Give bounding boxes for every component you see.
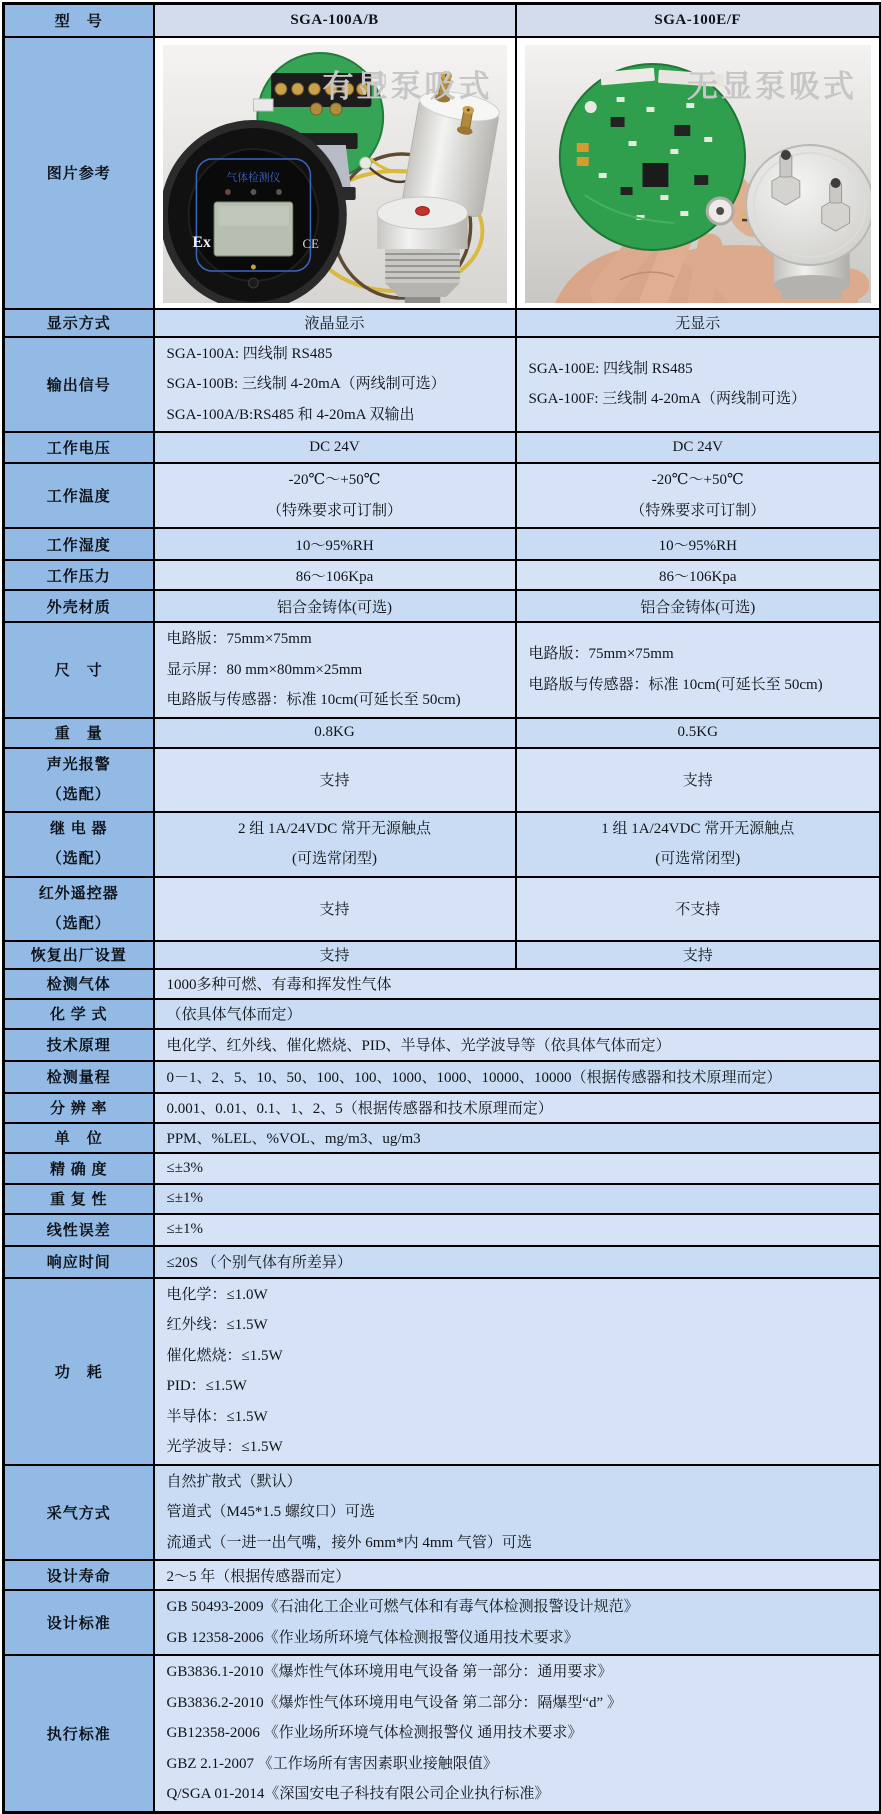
spec-line: -20℃～+50℃ <box>651 472 744 488</box>
spec-line: SGA-100E: 四线制 RS485 <box>528 360 693 377</box>
value-ab <box>154 337 516 433</box>
spec-line: （特殊要求可订制） <box>266 502 402 519</box>
value-span: PPM、%LEL、%VOL、mg/m3、ug/m3 <box>154 1123 881 1153</box>
gauge-ex-mark: Ex <box>191 233 211 251</box>
row-label: 检测气体 <box>4 969 154 999</box>
row-label: 显示方式 <box>4 309 154 337</box>
row-detected-gases <box>4 969 881 999</box>
spec-line: 电路版与传感器：标准 10cm(可延长至 50cm) <box>528 676 823 693</box>
value-span: ≤±3% <box>154 1153 881 1184</box>
value-span: ≤±1% <box>154 1184 881 1214</box>
value-ef <box>516 463 881 528</box>
row-label: 重 复 性 <box>4 1184 154 1214</box>
model-header-label: 型 号 <box>4 4 154 37</box>
row-sampling-method <box>4 1465 881 1561</box>
row-display-mode <box>4 309 881 337</box>
value-ef: 10～95%RH <box>516 528 881 560</box>
value-ef <box>516 622 881 718</box>
spec-line: 自然扩散式（默认） <box>166 1473 302 1490</box>
spec-line: SGA-100A/B:RS485 和 4-20mA 双输出 <box>166 406 415 423</box>
photo-row <box>4 37 881 309</box>
value-span: ≤20S （个别气体有所差异） <box>154 1246 881 1278</box>
value-span <box>154 1278 881 1465</box>
value-ef: 支持 <box>516 941 881 969</box>
row-label: 线性误差 <box>4 1214 154 1246</box>
gauge-ce-mark: CE <box>302 236 319 251</box>
spec-line: -20℃～+50℃ <box>288 472 381 488</box>
row-label <box>4 812 154 877</box>
row-label: 精 确 度 <box>4 1153 154 1184</box>
value-ab: 液晶显示 <box>154 309 516 337</box>
row-weight <box>4 718 881 748</box>
model-ab-header: SGA-100A/B <box>154 4 516 37</box>
value-ef <box>516 812 881 877</box>
row-label: 尺 寸 <box>4 622 154 718</box>
row-housing <box>4 590 881 622</box>
row-dimensions <box>4 622 881 718</box>
spec-line: 红外线：≤1.5W <box>166 1317 268 1333</box>
spec-line: 电路版与传感器：标准 10cm(可延长至 50cm) <box>166 692 461 708</box>
value-ab <box>154 812 516 877</box>
spec-line: GB3836.1-2010《爆炸性气体环境用电气设备 第一部分：通用要求》 <box>166 1664 613 1680</box>
value-ef: 0.5KG <box>516 718 881 748</box>
row-accuracy <box>4 1153 881 1184</box>
row-label-line: （选配） <box>46 851 111 867</box>
spec-line: GB 12358-2006《作业场所环境气体检测报警仪通用技术要求》 <box>166 1629 579 1646</box>
product-photo-sga100ab <box>163 45 507 303</box>
row-label: 技术原理 <box>4 1029 154 1061</box>
value-ab: 支持 <box>154 877 516 941</box>
value-ef: 86～106Kpa <box>516 560 881 590</box>
value-span: 2～5 年（根据传感器而定） <box>154 1560 881 1590</box>
row-label: 外壳材质 <box>4 590 154 622</box>
row-label-line: 红外遥控器 <box>38 885 119 902</box>
row-relay <box>4 812 881 877</box>
row-ir-remote <box>4 877 881 941</box>
row-label: 分 辨 率 <box>4 1093 154 1123</box>
spec-line: 光学波导：≤1.5W <box>166 1439 283 1455</box>
spec-line: Q/SGA 01-2014《深国安电子科技有限公司企业执行标准》 <box>166 1786 550 1802</box>
spec-line: 半导体：≤1.5W <box>166 1408 268 1425</box>
spec-line: GBZ 2.1-2007 《工作场所有害因素职业接触限值》 <box>166 1755 498 1772</box>
value-ab: 支持 <box>154 941 516 969</box>
spec-line: 电路版：75mm×75mm <box>528 646 674 663</box>
spec-line: SGA-100F: 三线制 4-20mA（两线制可选） <box>528 391 807 408</box>
row-label-line: （选配） <box>46 786 111 803</box>
row-label: 执行标准 <box>4 1655 154 1812</box>
row-label: 设计标准 <box>4 1590 154 1655</box>
row-power-consumption <box>4 1278 881 1465</box>
row-label: 设计寿命 <box>4 1560 154 1590</box>
value-ab <box>154 463 516 528</box>
model-ef-header: SGA-100E/F <box>516 4 881 37</box>
value-span: 1000多种可燃、有毒和挥发性气体 <box>154 969 881 999</box>
row-design-life <box>4 1560 881 1590</box>
row-label: 采气方式 <box>4 1465 154 1561</box>
row-label: 工作压力 <box>4 560 154 590</box>
row-design-standards <box>4 1590 881 1655</box>
model-header-row <box>4 4 881 37</box>
value-ab: 支持 <box>154 748 516 812</box>
value-ab: 0.8KG <box>154 718 516 748</box>
spec-line: PID：≤1.5W <box>166 1378 247 1394</box>
value-span <box>154 1655 881 1812</box>
row-principle <box>4 1029 881 1061</box>
row-av-alarm <box>4 748 881 812</box>
row-linearity <box>4 1214 881 1246</box>
row-resolution <box>4 1093 881 1123</box>
row-label <box>4 877 154 941</box>
row-label-line: 继 电 器 <box>49 821 108 837</box>
row-label: 检测量程 <box>4 1061 154 1093</box>
value-span <box>154 1590 881 1655</box>
row-label: 重 量 <box>4 718 154 748</box>
row-label-line: 声光报警 <box>46 756 111 773</box>
photo-row-label: 图片参考 <box>4 37 154 309</box>
row-label: 工作湿度 <box>4 528 154 560</box>
spec-line: 电路版：75mm×75mm <box>166 631 312 647</box>
gauge-illustration <box>163 124 342 303</box>
row-label: 单 位 <box>4 1123 154 1153</box>
sensor-illustration <box>377 197 467 303</box>
row-label: 恢复出厂设置 <box>4 941 154 969</box>
row-humidity <box>4 528 881 560</box>
row-response-time <box>4 1246 881 1278</box>
spec-line: GB 50493-2009《石油化工企业可燃气体和有毒气体检测报警设计规范》 <box>166 1599 639 1615</box>
value-span: 电化学、红外线、催化燃烧、PID、半导体、光学波导等（依具体气体而定） <box>154 1029 881 1061</box>
value-span: 0.001、0.01、0.1、1、2、5（根据传感器和技术原理而定） <box>154 1093 881 1123</box>
value-ab: 86～106Kpa <box>154 560 516 590</box>
row-label: 功 耗 <box>4 1278 154 1465</box>
value-ef: 不支持 <box>516 877 881 941</box>
spec-line: （特殊要求可订制） <box>630 502 766 519</box>
row-repeatability <box>4 1184 881 1214</box>
value-ef: 铝合金铸体(可选) <box>516 590 881 622</box>
spec-line: SGA-100B: 三线制 4-20mA（两线制可选） <box>166 376 446 392</box>
row-factory-reset <box>4 941 881 969</box>
gauge-title-text: 气体检测仪 <box>225 171 280 184</box>
spec-line: 电化学：≤1.0W <box>166 1286 268 1303</box>
value-ab: 铝合金铸体(可选) <box>154 590 516 622</box>
row-chemical-formula <box>4 999 881 1029</box>
value-ef: DC 24V <box>516 432 881 463</box>
row-label: 工作电压 <box>4 432 154 463</box>
row-label: 输出信号 <box>4 337 154 433</box>
value-ef: 无显示 <box>516 309 881 337</box>
value-ef: 支持 <box>516 748 881 812</box>
value-ab <box>154 622 516 718</box>
product-photo-sga100ef <box>525 45 872 303</box>
row-exec-standards <box>4 1655 881 1812</box>
row-label <box>4 748 154 812</box>
watermark-left: 有显泵吸式 <box>322 68 493 104</box>
spec-line: 管道式（M45*1.5 螺纹口）可选 <box>166 1504 375 1520</box>
photo-cell-sga100ef <box>516 37 881 309</box>
value-span: 0－1、2、5、10、50、100、100、1000、1000、10000、10000（根据传感器和技术原理而定） <box>154 1061 881 1093</box>
row-output-signal <box>4 337 881 433</box>
row-temperature <box>4 463 881 528</box>
value-ab: DC 24V <box>154 432 516 463</box>
spec-line: 1 组 1A/24VDC 常开无源触点 <box>601 820 795 837</box>
row-label: 化 学 式 <box>4 999 154 1029</box>
spec-line: 显示屏：80 mm×80mm×25mm <box>166 661 363 678</box>
value-ab: 10～95%RH <box>154 528 516 560</box>
spec-line: GB12358-2006 《作业场所环境气体检测报警仪 通用技术要求》 <box>166 1725 583 1741</box>
value-ef <box>516 337 881 433</box>
spec-line: GB3836.2-2010《爆炸性气体环境用电气设备 第二部分：隔爆型“d” 》 <box>166 1694 622 1711</box>
watermark-right: 无显泵吸式 <box>687 68 857 104</box>
photo-cell-sga100ab <box>154 37 516 309</box>
value-span: ≤±1% <box>154 1214 881 1246</box>
spec-line: 2 组 1A/24VDC 常开无源触点 <box>238 820 431 837</box>
row-range <box>4 1061 881 1093</box>
value-span: （依具体气体而定） <box>154 999 881 1029</box>
spec-line: (可选常闭型) <box>655 851 741 867</box>
spec-line: 流通式（一进一出气嘴，接外 6mm*内 4mm 气管）可选 <box>166 1534 532 1551</box>
row-label: 响应时间 <box>4 1246 154 1278</box>
row-voltage <box>4 432 881 463</box>
row-label: 工作温度 <box>4 463 154 528</box>
spec-line: SGA-100A: 四线制 RS485 <box>166 345 333 362</box>
row-label-line: （选配） <box>46 915 111 932</box>
spec-line: 催化燃烧：≤1.5W <box>166 1347 283 1364</box>
spec-line: (可选常闭型) <box>292 851 377 867</box>
row-pressure <box>4 560 881 590</box>
value-span <box>154 1465 881 1561</box>
spec-table <box>2 2 881 1814</box>
row-unit <box>4 1123 881 1153</box>
